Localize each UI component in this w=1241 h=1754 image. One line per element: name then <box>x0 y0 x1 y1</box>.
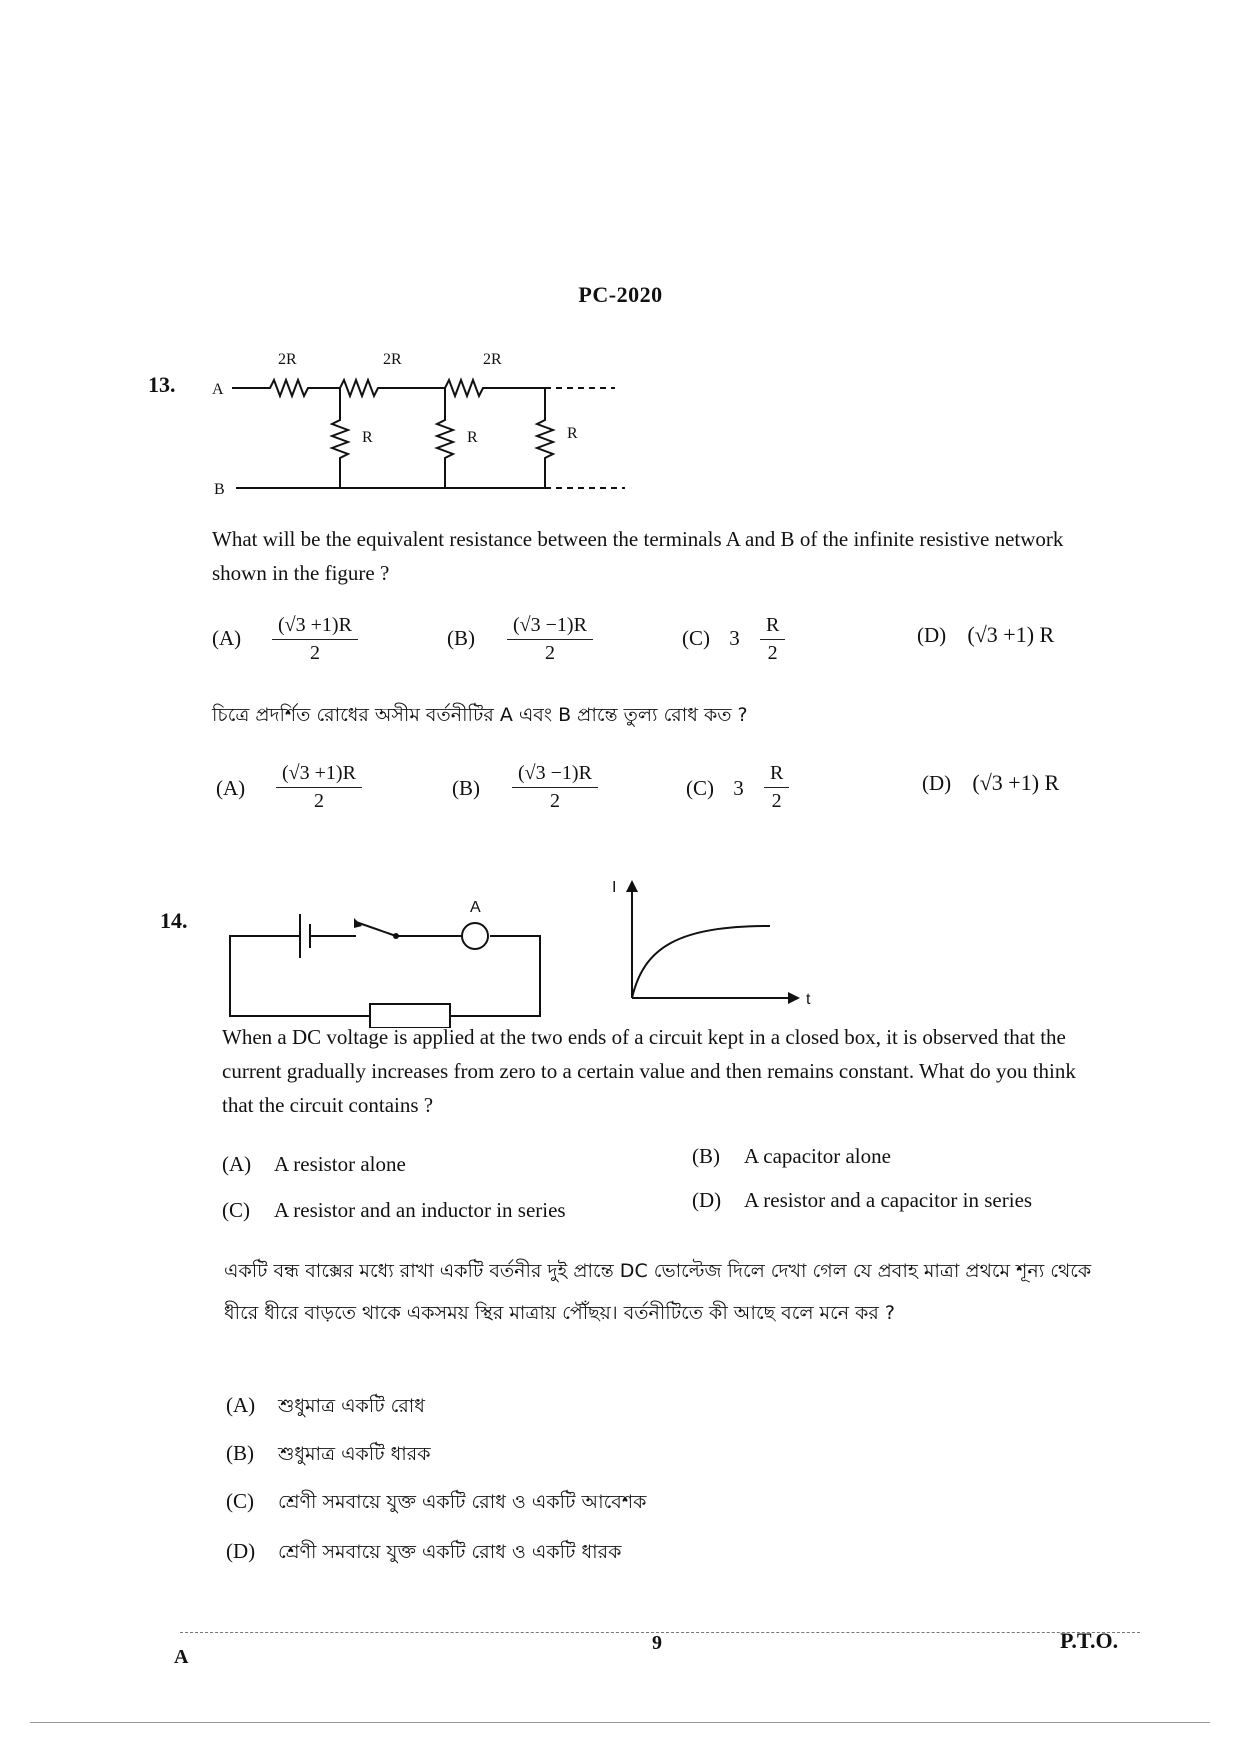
q14-option-bn-a-label: (A) <box>226 1393 256 1417</box>
option-bn-c-denominator: 2 <box>771 790 782 812</box>
shunt-resistor-3 <box>537 388 553 488</box>
q14-option-b <box>692 1144 891 1169</box>
series-label-2: 2R <box>383 351 402 368</box>
question-13-text-en: What will be the equivalent resistance between the terminals A and B of the infinite resistive network shown in the figure ? <box>212 527 1064 585</box>
option-bn-b-label: (B) <box>452 776 480 800</box>
series-label-3: 2R <box>483 351 502 368</box>
footer-page-number: 9 <box>652 1632 662 1654</box>
q14-option-c-label: (C) <box>222 1198 250 1222</box>
option-bn-c-numerator: R <box>764 762 789 788</box>
question-14-text-en: When a DC voltage is applied at the two ends of a circuit kept in a closed box, it is observed that the current gradually increases from zero to a certain value and then remains constant. What do you think that the circuit contains ? <box>222 1025 1076 1117</box>
option-bn-a-numerator: (√3 +1)R <box>276 762 362 788</box>
q14-option-d-text: A resistor and a capacitor in series <box>744 1188 1033 1212</box>
q14-option-c-text: A resistor and an inductor in series <box>274 1198 566 1222</box>
graph-current-curve <box>632 926 770 998</box>
shunt-label-2: R <box>467 429 478 446</box>
q14-option-a <box>222 1152 406 1177</box>
q14-option-bn-d-label: (D) <box>226 1539 256 1563</box>
option-bn-a-label: (A) <box>216 776 246 800</box>
q14-option-bn-d <box>226 1530 621 1573</box>
q14-option-bn-b-text: শুধুমাত্র একটি ধারক <box>278 1443 431 1465</box>
option-c-denominator: 2 <box>767 642 778 664</box>
option-d-label: (D) <box>917 623 947 647</box>
footer-pto: P.T.O. <box>1060 1628 1119 1653</box>
shunt-resistor-2 <box>437 388 453 488</box>
y-axis-arrow <box>626 880 638 892</box>
option-bn-a-fraction <box>276 762 362 813</box>
option-c-label: (C) <box>682 626 710 650</box>
option-d-value: (√3 +1) R <box>967 622 1055 647</box>
shunt-resistor-1 <box>332 388 348 488</box>
shunt-label-1: R <box>362 429 373 446</box>
current-time-graph <box>600 876 820 1006</box>
q14-option-bn-c-text: শ্রেণী সমবায়ে যুক্ত একটি রোধ ও একটি আবেশক <box>278 1491 647 1513</box>
terminal-a-label: A <box>212 381 224 398</box>
option-bn-c-fraction <box>764 762 789 813</box>
option-bn-b-numerator: (√3 −1)R <box>512 762 598 788</box>
question-13-options-en <box>212 614 1112 674</box>
q14-option-bn-b-label: (B) <box>226 1441 254 1465</box>
switch-lever <box>356 922 396 936</box>
option-b-fraction <box>507 614 593 665</box>
bottom-scan-rule <box>30 1722 1210 1723</box>
ammeter-label: A <box>470 899 481 916</box>
q14-option-a-text: A resistor alone <box>274 1152 406 1176</box>
q14-option-d-label: (D) <box>692 1188 722 1212</box>
series-label-1: 2R <box>278 351 297 368</box>
q14-option-bn-d-text: শ্রেণী সমবায়ে যুক্ত একটি রোধ ও একটি ধারক <box>278 1541 622 1563</box>
q14-option-bn-b <box>226 1432 431 1475</box>
q14-option-bn-a <box>226 1384 425 1427</box>
wire-battery-left <box>230 936 300 940</box>
q14-option-d <box>692 1188 1032 1213</box>
question-13-number: 13. <box>148 372 176 397</box>
q14-option-bn-a-text: শুধুমাত্র একটি রোধ <box>278 1395 425 1417</box>
q14-option-a-label: (A) <box>222 1152 252 1176</box>
question-14-number: 14. <box>160 908 188 933</box>
shunt-label-3: R <box>567 425 578 442</box>
option-b-numerator: (√3 −1)R <box>507 614 593 640</box>
page-title: PC-2020 <box>578 282 663 307</box>
option-bn-b-denominator: 2 <box>549 790 560 812</box>
option-c-fraction <box>760 614 785 665</box>
terminal-b-label: B <box>214 481 225 498</box>
resistor-ladder-diagram <box>200 340 640 500</box>
graph-y-label: I <box>612 879 617 896</box>
question-13-options-bn <box>212 762 1112 822</box>
circuit-wire-right <box>450 936 540 1016</box>
option-b-label: (B) <box>447 626 475 650</box>
switch-contact <box>393 933 399 939</box>
x-axis-arrow <box>788 992 800 1004</box>
option-a-numerator: (√3 +1)R <box>272 614 358 640</box>
graph-x-label: t <box>806 991 811 1006</box>
option-bn-c-coefficient: 3 <box>733 776 744 800</box>
option-bn-b-fraction <box>512 762 598 813</box>
q14-option-b-text: A capacitor alone <box>744 1144 891 1168</box>
option-a-fraction <box>272 614 358 665</box>
option-bn-d-value: (√3 +1) R <box>972 770 1060 795</box>
option-bn-d-label: (D) <box>922 771 952 795</box>
option-a-denominator: 2 <box>309 642 320 664</box>
footer-set-label: A <box>174 1646 189 1668</box>
option-c-numerator: R <box>760 614 785 640</box>
ammeter-circle <box>462 923 488 949</box>
q14-option-c <box>222 1198 566 1223</box>
series-resistor-chain <box>232 380 545 396</box>
dc-circuit-diagram <box>220 888 560 1028</box>
option-bn-c-label: (C) <box>686 776 714 800</box>
q14-option-bn-c-label: (C) <box>226 1489 254 1513</box>
question-13-text-bn: চিত্রে প্রদর্শিত রোধের অসীম বর্তনীটির A এবং B প্রান্তে তুল্য রোধ কত ? <box>212 704 748 726</box>
option-c-coefficient: 3 <box>729 626 740 650</box>
q14-option-bn-c <box>226 1480 646 1523</box>
option-bn-a-denominator: 2 <box>313 790 324 812</box>
option-b-denominator: 2 <box>544 642 555 664</box>
question-14-text-bn: একটি বন্ধ বাক্সের মধ্যে রাখা একটি বর্তনীর দুই প্রান্তে DC ভোল্টেজ দিলে দেখা গেল যে প্রবাহ মাত্রা প্রথমে শূন্য থেকে ধীরে ধীরে বাড়তে থাকে একসময় স্থির মাত্রায় পৌঁছয়। বর্তনীটিতে কী আছে বলে মনে কর ? <box>224 1260 1092 1324</box>
q14-option-b-label: (B) <box>692 1144 720 1168</box>
option-a-label: (A) <box>212 626 242 650</box>
